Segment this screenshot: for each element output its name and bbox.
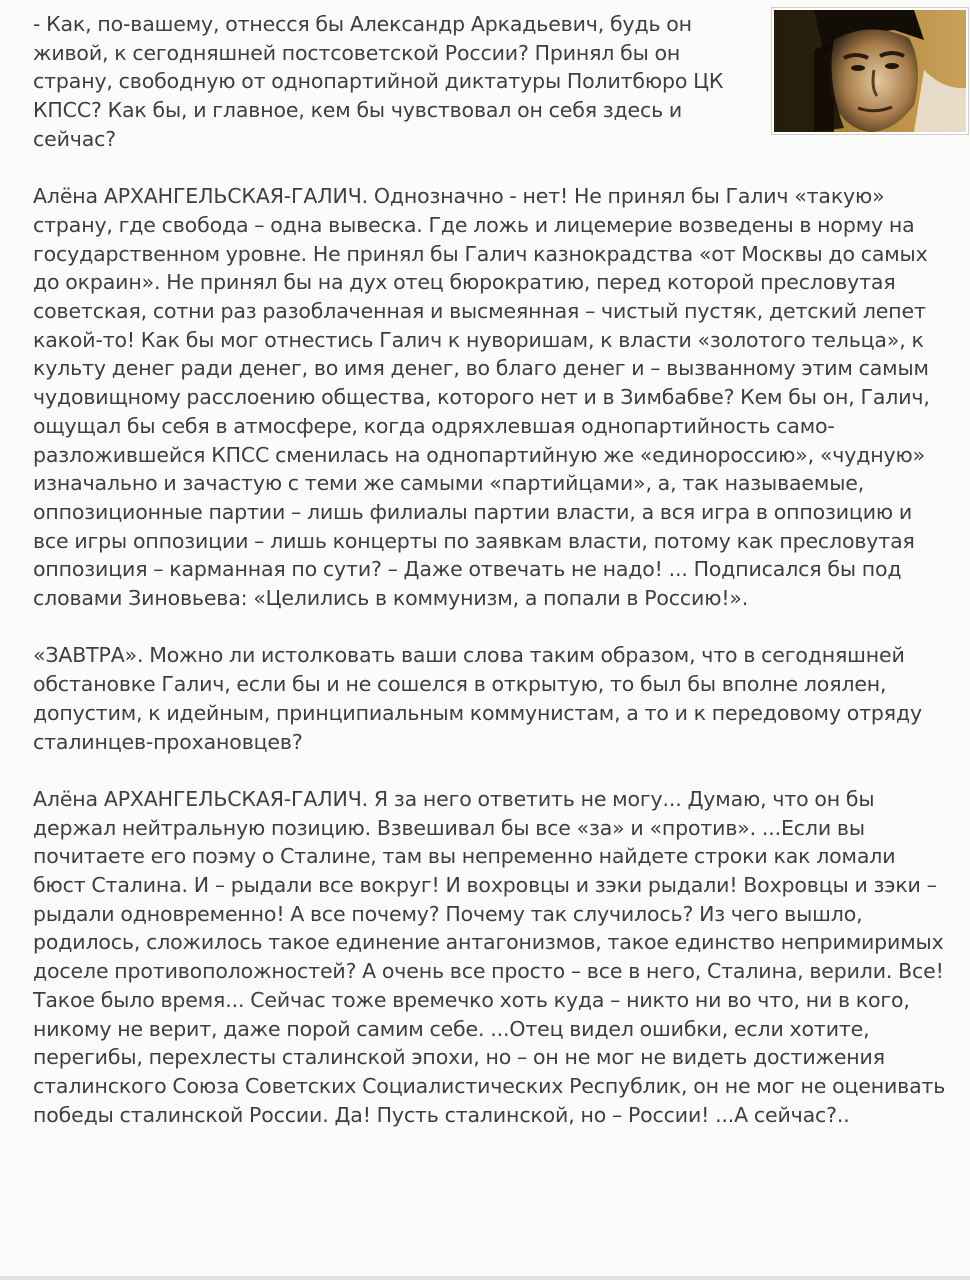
interview-article	[33, 10, 953, 1129]
paragraph-question-2: «ЗАВТРА». Можно ли истолковать ваши слова таким образом, что в сегодняшней обстановке Галич, если бы и не сошелся в открытую, то был бы вполне лоялен, допустим, к идейным, принципиальным коммунистам, а то и к передовому отряду сталинцев-прохановцев?	[33, 643, 922, 754]
paragraph-answer-2: Алёна АРХАНГЕЛЬСКАЯ-ГАЛИЧ. Я за него ответить не могу... Думаю, что он бы держал нейтральную позицию. Взвешивал бы все «за» и «против». ...Если вы почитаете его поэму о Сталине, там вы непременно найдете строки как ломали бюст Сталина. И – рыдали все вокруг! И вохровцы и зэки рыдали! Вохровцы и зэки – рыдали одновременно! А все почему? Почему так случилось? Из чего вышло, родилось, сложилось такое единение антагонизмов, такое единство непримиримых доселе противоположностей? А очень все просто – все в него, Сталина, верили. Все! Такое было время... Сейчас тоже времечко хоть куда – никто ни во что, ни в кого, никому не верит, даже порой самим себе. ...Отец видел ошибки, если хотите, перегибы, перехлесты сталинской эпохи, но – он не мог не видеть достижения сталинского Союза Советских Социалистических Республик, он не мог не оценивать победы сталинской России. Да! Пусть сталинской, но – России! ...А сейчас?..	[33, 786, 946, 1127]
paragraph-answer-1: Алёна АРХАНГЕЛЬСКАЯ-ГАЛИЧ. Однозначно - нет! Не принял бы Галич «такую» страну, где свобода – одна вывеска. Где ложь и лицемерие возведены в норму на государственном уровне. Не принял бы Галич казнокрадства «от Москвы до самых до окраин». Не принял бы на дух отец бюрократию, перед которой пресловутая советская, сотни раз разоблаченная и высмеянная – чистый пустяк, детский лепет какой-то! Как бы мог отнестись Галич к нуворишам, к власти «золотого тельца», к культу денег ради денег, во имя денег, во благо денег и – вызванному этим самым чудовищному расслоению общества, которого нет и в Зимбабве? Кем бы он, Галич, ощущал бы себя в атмосфере, когда одряхлевшая однопартийность само-разложившейся КПСС сменилась на однопартийную же «единороссию», «чудную» изначально и зачастую с теми же самыми «партийцами», а, так называемые, оппозиционные партии – лишь филиалы партии власти, а вся игра в оппозицию и все игры оппозиции – лишь концерты по заявкам власти, потому как пресловутая оппозиция – карманная по сути? – Даже отвечать не надо! ... Подписался бы под словами Зиновьева: «Целились в коммунизм, а попали в Россию!».	[33, 184, 930, 611]
portrait-photo-icon	[771, 7, 969, 135]
portrait-image	[774, 10, 966, 132]
paragraph-question-1: - Как, по-вашему, отнесся бы Александр Аркадьевич, будь он живой, к сегодняшней постсоветской России? Принял бы он страну, свободную от однопартийной диктатуры Политбюро ЦК КПСС? Как бы, и главное, кем бы чувствовал он себя здесь и сейчас?	[33, 12, 724, 151]
bottom-divider	[0, 1276, 970, 1280]
